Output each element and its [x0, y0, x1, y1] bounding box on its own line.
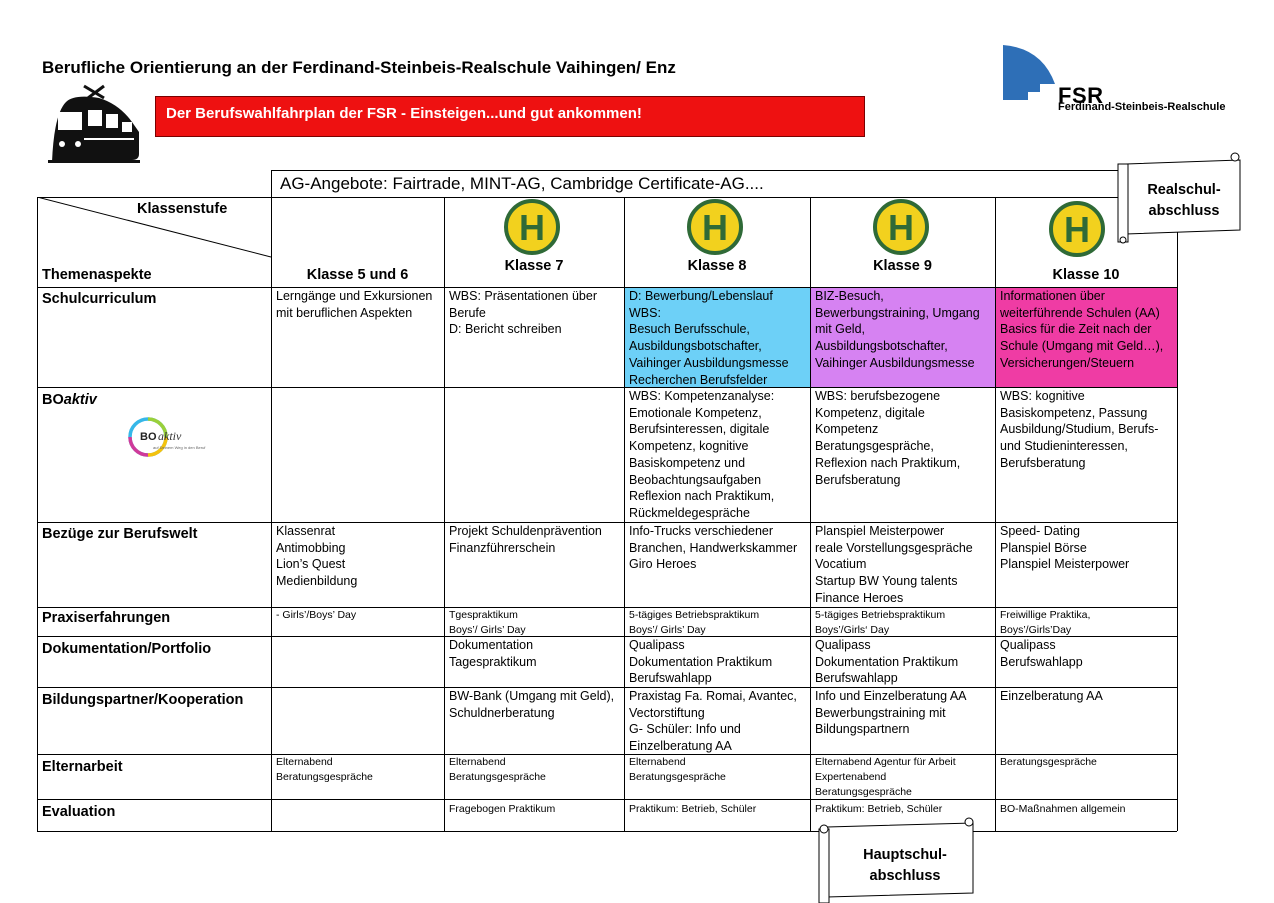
table-cell: Praxistag Fa. Romai, Avantec, Vectorstiftung G- Schüler: Info und Einzelberatung AA: [629, 689, 797, 754]
row-header-elternarbeit: Elternarbeit: [42, 759, 123, 775]
table-cell: Speed- Dating Planspiel Börse Planspiel Meisterpower: [1000, 524, 1130, 572]
table-cell: Qualipass Dokumentation Praktikum Berufswahlapp: [629, 638, 773, 686]
table-cell: WBS: Kompetenzanalyse: Emotionale Kompetenz, Berufsinteressen, digitale Kompetenz, kognitive Basiskompetenz und Beobachtungsaufgaben Reflexion nach Praktikum, Rückmeldegespräche: [629, 389, 775, 520]
table-cell: Elternabend Beratungsgespräche: [629, 756, 726, 783]
realschul-line-1: Realschul-: [1147, 182, 1221, 198]
table-cell: 5-tägiges Betriebspraktikum Boys’/Girls‘ Day: [815, 609, 946, 636]
boaktiv-logo-bo: BO: [140, 431, 157, 443]
table-cell: Klassenrat Antimobbing Lion’s Quest Medienbildung: [276, 524, 358, 589]
table-cell: Freiwillige Praktika, Boys’/Girls’Day: [1000, 609, 1091, 636]
table-gridline: [37, 831, 1177, 832]
realschulabschluss-label: [1134, 180, 1234, 222]
table-cell: WBS: Präsentationen über Berufe D: Bericht schreiben: [449, 289, 597, 337]
table-cell: Praktikum: Betrieb, Schüler: [815, 803, 943, 815]
table-cell: Fragebogen Praktikum: [449, 803, 556, 815]
corner-themenaspekte: Themenaspekte: [42, 267, 152, 283]
table-cell: Tgespraktikum Boys’/ Girls’ Day: [449, 609, 526, 636]
table-cell: Lerngänge und Exkursionen mit beruflichen Aspekten: [276, 289, 433, 320]
table-gridline: [444, 197, 445, 831]
table-cell: Qualipass Berufswahlapp: [1000, 638, 1083, 669]
row-header-dokumentation: Dokumentation/Portfolio: [42, 641, 212, 657]
table-cell: D: Bewerbung/Lebenslauf WBS: Besuch Berufsschule, Ausbildungsbotschafter, Vaihinger Ausbildungsmesse Recherchen Berufsfelder: [629, 289, 789, 387]
row-header-bildungspartner: Bildungspartner/Kooperation: [42, 692, 244, 708]
bus-stop-icon: [687, 199, 743, 255]
table-gridline: [37, 197, 1177, 198]
bus-stop-letter: H: [519, 207, 545, 248]
hauptschulabschluss-label: [838, 845, 972, 887]
table-cell: Elternabend Beratungsgespräche: [276, 756, 373, 783]
table-cell: Elternabend Agentur für Arbeit Expertenabend Beratungsgespräche: [815, 756, 956, 798]
table-gridline: [624, 197, 625, 831]
table-gridline: [37, 287, 1177, 288]
page-title: Berufliche Orientierung an der Ferdinand-Steinbeis-Realschule Vaihingen/ Enz: [42, 58, 676, 77]
row-header-schulcurriculum: Schulcurriculum: [42, 291, 157, 307]
bus-stop-icon: [504, 199, 560, 255]
table-cell: Einzelberatung AA: [1000, 689, 1103, 703]
table-gridline: [37, 522, 1177, 523]
ag-line: AG-Angebote: Fairtrade, MINT-AG, Cambridge Certificate-AG....: [271, 170, 1127, 197]
table-cell: BIZ-Besuch, Bewerbungstraining, Umgang mit Geld, Ausbildungsbotschafter, Vaihinger Ausbildungsmesse: [815, 289, 980, 370]
column-header-klasse-10: Klasse 10: [1052, 267, 1120, 283]
table-cell: Beratungsgespräche: [1000, 756, 1097, 768]
table-cell: Projekt Schuldenprävention Finanzführerschein: [449, 524, 602, 555]
boaktiv-logo-aktiv: aktiv: [158, 429, 182, 443]
table-cell: Dokumentation Tagespraktikum: [449, 638, 537, 669]
table-gridline: [37, 754, 1177, 755]
table-cell: Praktikum: Betrieb, Schüler: [629, 803, 757, 815]
bus-stop-letter: H: [888, 207, 914, 248]
table-cell: Informationen über weiterführende Schulen (AA) Basics für die Zeit nach der Schule (Umgang mit Geld…), Versicherungen/Steuern: [1000, 289, 1164, 370]
train-icon: [44, 84, 140, 164]
table-cell: Qualipass Dokumentation Praktikum Berufswahlapp: [815, 638, 959, 686]
table-gridline: [37, 387, 1177, 388]
bus-stop-letter: H: [1064, 209, 1090, 250]
boaktiv-logo-tagline: auf Deinem Weg in den Beruf: [153, 445, 206, 450]
table-gridline: [810, 197, 811, 831]
table-gridline: [271, 197, 272, 831]
table-cell: - Girls’/Boys’ Day: [276, 609, 357, 621]
bus-stop-icon: [1049, 201, 1105, 257]
column-header-klasse-8: Klasse 8: [687, 258, 747, 274]
row-header-boaktiv: [42, 392, 97, 408]
row-header-evaluation: Evaluation: [42, 804, 116, 820]
corner-klassenstufe: Klassenstufe: [137, 201, 228, 217]
row-header-praxiserfahrungen: Praxiserfahrungen: [42, 610, 171, 626]
berufswahl-table: [37, 197, 1177, 831]
fsr-logo-name: Ferdinand-Steinbeis-Realschule: [1058, 101, 1226, 113]
row-header-aktiv: aktiv: [63, 392, 97, 408]
column-header-klasse-7: Klasse 7: [504, 258, 564, 274]
table-cell: Info und Einzelberatung AA Bewerbungstraining mit Bildungspartnern: [815, 689, 967, 737]
fsr-logo-abbr: FSR: [1058, 83, 1104, 108]
row-header-bezuege-berufswelt: Bezüge zur Berufswelt: [42, 526, 198, 542]
table-gridline: [37, 636, 1177, 637]
table-cell: WBS: kognitive Basiskompetenz, Passung Ausbildung/Studium, Berufs- und Studieninteressen, Berufsberatung: [1000, 389, 1159, 470]
table-gridline: [37, 197, 38, 831]
boaktiv-logo: [127, 416, 213, 460]
hauptschul-line-1: Hauptschul-: [863, 847, 947, 863]
table-cell: Info-Trucks verschiedener Branchen, Handwerkskammer Giro Heroes: [629, 524, 798, 572]
table-gridline: [1177, 197, 1178, 831]
realschul-line-2: abschluss: [1148, 203, 1220, 219]
table-cell: BO-Maßnahmen allgemein: [1000, 803, 1126, 815]
row-header-bo: BO: [42, 392, 64, 408]
table-gridline: [37, 607, 1177, 608]
table-cell: [271, 801, 444, 802]
column-header-klasse-5-6: Klasse 5 und 6: [306, 267, 409, 283]
hauptschul-line-2: abschluss: [869, 868, 941, 884]
column-header-klasse-9: Klasse 9: [873, 258, 932, 274]
table-cell: WBS: berufsbezogene Kompetenz, digitale Kompetenz Beratungsgespräche, Reflexion nach Praktikum, Berufsberatung: [815, 389, 961, 487]
table-gridline: [37, 687, 1177, 688]
banner: Der Berufswahlfahrplan der FSR - Einsteigen...und gut ankommen!: [155, 96, 865, 137]
table-gridline: [995, 197, 996, 831]
bus-stop-icon: [873, 199, 929, 255]
table-cell: BW-Bank (Umgang mit Geld), Schuldnerberatung: [449, 689, 615, 720]
bus-stop-letter: H: [702, 207, 728, 248]
table-cell: 5-tägiges Betriebspraktikum Boys’/ Girls’ Day: [629, 609, 760, 636]
table-cell: Planspiel Meisterpower reale Vorstellungsgespräche Vocatium Startup BW Young talents Finance Heroes: [815, 524, 973, 605]
table-gridline: [37, 799, 1177, 800]
table-cell: Elternabend Beratungsgespräche: [449, 756, 546, 783]
